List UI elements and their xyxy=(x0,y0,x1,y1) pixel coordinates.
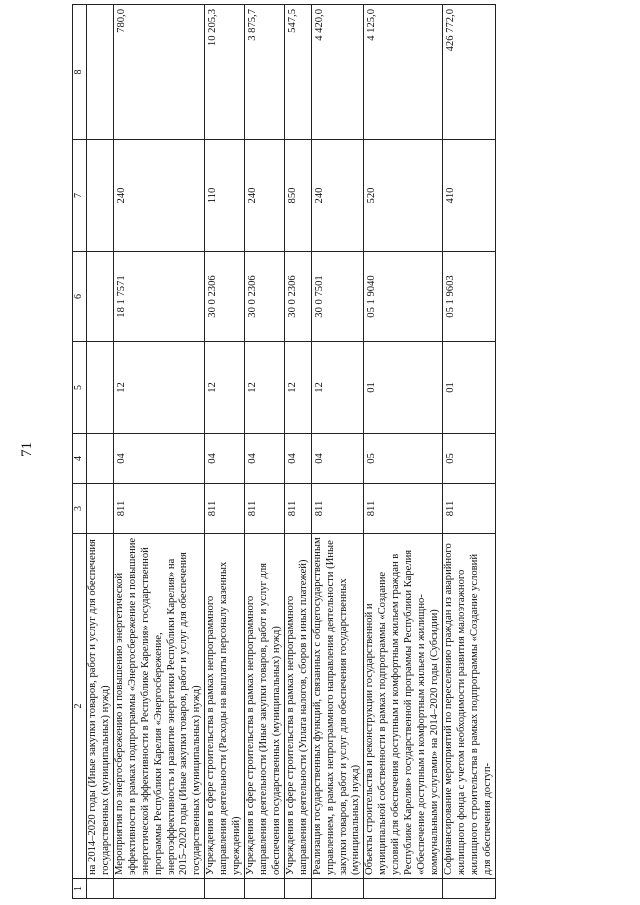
ministry-code-cell: 811 xyxy=(113,484,204,534)
table-row xyxy=(245,5,285,899)
target-article-cell: 18 1 7571 xyxy=(113,252,204,342)
header-cell: 5 xyxy=(73,342,87,434)
ministry-code-cell: 811 xyxy=(245,484,285,534)
target-article-cell xyxy=(87,252,114,342)
expense-type-cell: 410 xyxy=(442,140,495,252)
description-cell: Учреждения в сфере строительства в рамках непрограммного направления деятельности (Уплата налогов, сборов и иных платежей) xyxy=(284,534,311,879)
target-article-cell: 30 0 7501 xyxy=(311,252,364,342)
target-article-cell: 30 0 2306 xyxy=(205,252,245,342)
expense-type-cell xyxy=(87,140,114,252)
section-code-cell: 04 xyxy=(311,434,364,484)
header-cell: 8 xyxy=(73,5,87,140)
ministry-code-cell: 811 xyxy=(284,484,311,534)
section-code-cell: 05 xyxy=(442,434,495,484)
expense-type-cell: 850 xyxy=(284,140,311,252)
expense-type-cell: 110 xyxy=(205,140,245,252)
table-row xyxy=(364,5,443,899)
subsection-code-cell: 01 xyxy=(442,342,495,434)
expense-type-cell: 520 xyxy=(364,140,443,252)
amount-cell: 4 420,0 xyxy=(311,5,364,140)
target-article-cell: 30 0 2306 xyxy=(245,252,285,342)
table-row xyxy=(442,5,495,899)
table-row xyxy=(113,5,204,899)
table-row xyxy=(87,5,114,899)
page-number: 71 xyxy=(19,442,35,457)
description-cell: Реализация государственных функций, связанных с общегосударственным управлением, в рамках непрограммного направления деятельности (Иные закупки товаров, работ и услуг для обеспечения государственных (муниципальных) нужд) xyxy=(311,534,364,879)
ministry-code-cell: 811 xyxy=(442,484,495,534)
amount-cell: 780,0 xyxy=(113,5,204,140)
subsection-code-cell: 12 xyxy=(311,342,364,434)
target-article-cell: 30 0 2306 xyxy=(284,252,311,342)
section-code-cell: 04 xyxy=(113,434,204,484)
description-cell: Учреждения в сфере строительства в рамках непрограммного направления деятельности (Иные закупки товаров, работ и услуг для обеспечения государственных (муниципальных) нужд) xyxy=(245,534,285,879)
section-code-cell xyxy=(87,434,114,484)
description-cell: на 2014–2020 годы (Иные закупки товаров, работ и услуг для обеспечения государственных (муниципальных) нужд) xyxy=(87,534,114,879)
description-cell: Объекты строительства и реконструкции государственной и муниципальной собственности в рамках подпрограммы «Создание условий для обеспечения доступным и комфортным жильем граждан в Республике Карелия» государственной программы Республики Карелия «Обеспечение доступным и комфортным жильем и жилищно-коммунальными услугами» на 2014–2020 годы (Субсидии) xyxy=(364,534,443,879)
row-index-cell xyxy=(364,879,443,899)
amount-cell: 547,5 xyxy=(284,5,311,140)
expense-type-cell: 240 xyxy=(311,140,364,252)
row-index-cell xyxy=(442,879,495,899)
ministry-code-cell: 811 xyxy=(311,484,364,534)
section-code-cell: 04 xyxy=(284,434,311,484)
row-index-cell xyxy=(87,879,114,899)
ministry-code-cell: 811 xyxy=(205,484,245,534)
table-row xyxy=(205,5,245,899)
row-index-cell xyxy=(284,879,311,899)
row-index-cell xyxy=(311,879,364,899)
ministry-code-cell: 811 xyxy=(364,484,443,534)
budget-table xyxy=(72,4,496,899)
target-article-cell: 05 1 9040 xyxy=(364,252,443,342)
subsection-code-cell: 12 xyxy=(113,342,204,434)
amount-cell: 4 125,0 xyxy=(364,5,443,140)
header-cell: 1 xyxy=(73,879,87,899)
target-article-cell: 05 1 9603 xyxy=(442,252,495,342)
section-code-cell: 04 xyxy=(245,434,285,484)
header-cell: 6 xyxy=(73,252,87,342)
subsection-code-cell: 12 xyxy=(245,342,285,434)
row-index-cell xyxy=(245,879,285,899)
expense-type-cell: 240 xyxy=(245,140,285,252)
header-cell: 2 xyxy=(73,534,87,879)
ministry-code-cell xyxy=(87,484,114,534)
subsection-code-cell: 01 xyxy=(364,342,443,434)
rotated-page xyxy=(60,0,620,905)
subsection-code-cell xyxy=(87,342,114,434)
description-cell: Учреждения в сфере строительства в рамках непрограммного направления деятельности (Расходы на выплаты персоналу казенных учреждений) xyxy=(205,534,245,879)
header-cell: 3 xyxy=(73,484,87,534)
description-cell: Софинансирование мероприятий по переселению граждан из аварийного жилищного фонда с учетом необходимости развития малоэтажного жилищного строительства в рамках подпрограммы «Создание условий для обеспечения доступ- xyxy=(442,534,495,879)
header-cell: 7 xyxy=(73,140,87,252)
header-cell: 4 xyxy=(73,434,87,484)
expense-type-cell: 240 xyxy=(113,140,204,252)
amount-cell: 3 875,7 xyxy=(245,5,285,140)
section-code-cell: 05 xyxy=(364,434,443,484)
amount-cell: 426 772,0 xyxy=(442,5,495,140)
subsection-code-cell: 12 xyxy=(284,342,311,434)
row-index-cell xyxy=(205,879,245,899)
header-row xyxy=(73,5,87,899)
description-cell: Мероприятия по энергосбережению и повышению энергетической эффективности в рамках подпрограммы «Энергосбережение и повышение энергетической эффективности в Республике Карелия» государственной программы Республики Карелия «Энергосбережение, энергоэффективность и развитие энергетики Республики Карелия» на 2015–2020 годы (Иные закупки товаров, работ и услуг для обеспечения государственных (муниципальных) нужд) xyxy=(113,534,204,879)
table-row xyxy=(311,5,364,899)
amount-cell xyxy=(87,5,114,140)
subsection-code-cell: 12 xyxy=(205,342,245,434)
amount-cell: 10 205,3 xyxy=(205,5,245,140)
row-index-cell xyxy=(113,879,204,899)
section-code-cell: 04 xyxy=(205,434,245,484)
table-row xyxy=(284,5,311,899)
